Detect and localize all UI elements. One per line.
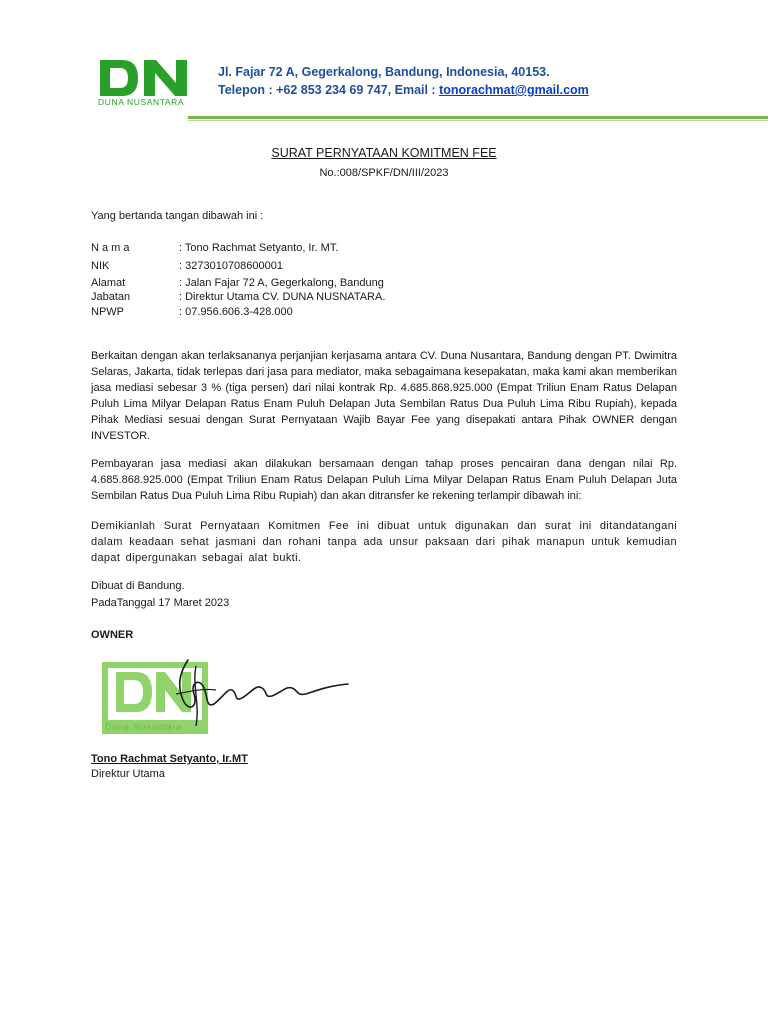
field-label-address: Alamat bbox=[91, 277, 126, 289]
field-label-position: Jabatan bbox=[91, 291, 131, 303]
letterhead-address: Jl. Fajar 72 A, Gegerkalong, Bandung, Indonesia, 40153. bbox=[218, 65, 550, 79]
field-value-address: : Jalan Fajar 72 A, Gegerkalong, Bandung bbox=[179, 277, 384, 289]
date-text: PadaTanggal 17 Maret 2023 bbox=[91, 597, 230, 609]
field-label-name: N a m a bbox=[91, 242, 130, 254]
field-value-name: : Tono Rachmat Setyanto, Ir. MT. bbox=[179, 242, 339, 254]
field-label-npwp: NPWP bbox=[91, 306, 124, 318]
owner-label: OWNER bbox=[91, 629, 134, 641]
intro-text: Yang bertanda tangan dibawah ini : bbox=[91, 210, 264, 222]
field-value-nik: : 3273010708600001 bbox=[179, 260, 283, 272]
signer-name: Tono Rachmat Setyanto, Ir.MT bbox=[91, 753, 248, 765]
logo-wordmark: DUNA NUSANTARA bbox=[98, 97, 185, 107]
document-title: SURAT PERNYATAAN KOMITMEN FEE bbox=[271, 146, 497, 160]
document-number: No.:008/SPKF/DN/III/2023 bbox=[319, 167, 449, 179]
body-paragraph-3: Demikianlah Surat Pernyataan Komitmen Fee ini dibuat untuk digunakan dan surat ini ditandatangani dalam keadaan sehat jasmani dan rohani tanpa ada unsur paksaan dari pihak manapun untuk kemudian dapat dipergunakan sebagai alat bukti. bbox=[91, 520, 677, 564]
body-paragraph-1: Berkaitan dengan akan terlaksananya perjanjian kerjasama antara CV. Duna Nusantara, Bandung dengan PT. Dwimitra Selaras, Jakarta, tidak terlepas dari jasa para mediator, maka sebagaimana kesepakatan, maka kami akan memberikan jasa mediasi sebesar 3 % (tiga persen) dari nilai kontrak Rp. 4.685.868.925.000 (Empat Triliun Enam Ratus Delapan Puluh Lima Milyar Delapan Ratus Enam Puluh Delapan Juta Sembilan Ratus Dua Puluh Lima Ribu Rupiah), kepada Pihak Mediasi sesuai dengan Surat Pernyataan Wajib Bayar Fee yang disepakati antara Pihak OWNER dengan INVESTOR. bbox=[91, 350, 677, 442]
letterhead-contact bbox=[218, 83, 589, 97]
place-text: Dibuat di Bandung. bbox=[91, 580, 185, 592]
email-link[interactable]: tonorachmat@gmail.com bbox=[439, 83, 589, 97]
signer-title: Direktur Utama bbox=[91, 768, 165, 780]
letterhead-divider-shadow bbox=[188, 120, 768, 121]
contact-phone-text: Telepon : +62 853 234 69 747, Email : bbox=[218, 83, 440, 97]
field-label-nik: NIK bbox=[91, 260, 110, 272]
letterhead-divider bbox=[188, 116, 768, 119]
field-value-npwp: : 07.956.606.3-428.000 bbox=[179, 306, 293, 318]
field-value-position: : Direktur Utama CV. DUNA NUSNATARA. bbox=[179, 291, 386, 303]
body-paragraph-2: Pembayaran jasa mediasi akan dilakukan bersamaan dengan tahap proses pencairan dana dengan nilai Rp. 4.685.868.925.000 (Empat Triliun Enam Ratus Delapan Puluh Lima Milyar Delapan Ratus Enam Puluh Delapan Juta Sembilan Ratus Dua Puluh Lima Ribu Rupiah) dan akan ditransfer ke rekening terlampir dibawah ini: bbox=[91, 458, 677, 502]
signature-stamp-label: Duna Nusantara bbox=[105, 722, 182, 732]
